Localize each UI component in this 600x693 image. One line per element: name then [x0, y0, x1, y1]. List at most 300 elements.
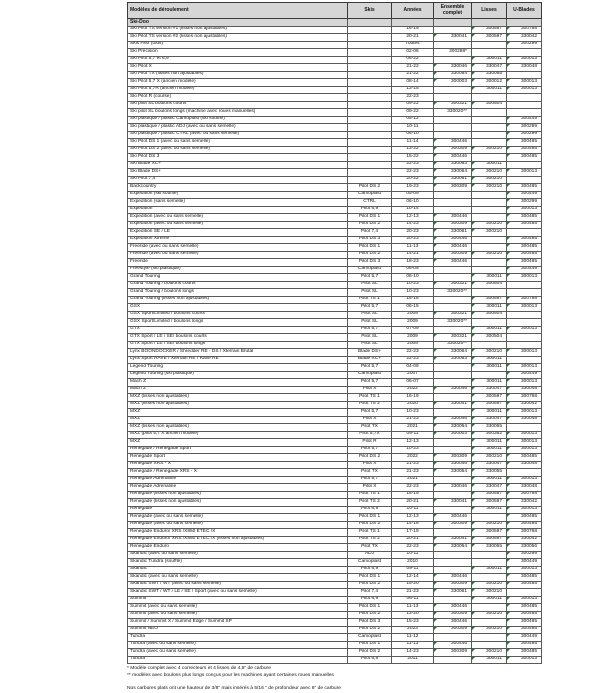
ublades-cell — [507, 559, 542, 567]
table-row — [128, 154, 542, 162]
table-row — [128, 461, 542, 469]
cell-text: Pilot DS 3 — [358, 236, 381, 242]
cell-text: Pilot X — [362, 416, 377, 422]
lisses-cell — [472, 109, 507, 117]
ski-cell — [348, 649, 392, 657]
cell-text: 330046 — [450, 483, 467, 489]
cell-text: 300449 — [520, 558, 537, 564]
corner-flag-icon — [472, 612, 475, 615]
cell-text: CTRL — [363, 198, 376, 204]
cell-text: Freeride (avec ou sans semelle) — [130, 251, 199, 257]
cell-text: 330041 — [450, 498, 467, 504]
cell-text: Skandic SWT / WT / LE / SE / Sport (avec ou sans semelle) — [130, 588, 257, 594]
cell-text: Expedition (sans semelle) — [130, 198, 185, 204]
cell-text: 12-13 — [406, 513, 419, 519]
corner-flag-icon — [507, 394, 510, 397]
ensemble-cell — [434, 574, 472, 582]
cell-text: 330046 — [450, 461, 467, 467]
ensemble-cell — [434, 259, 472, 267]
cell-text: 330063 — [450, 356, 467, 362]
table-row — [128, 454, 542, 462]
cell-text: 300003 — [450, 431, 467, 437]
lisses-cell — [472, 341, 507, 349]
cell-text: Ski plastique / plastic ADJ (avec ou sans semelle) — [130, 123, 236, 129]
ublades-cell — [507, 236, 542, 244]
cell-text: 14-21 — [406, 251, 419, 257]
cell-text: 300446 — [450, 258, 467, 264]
lisses-cell — [472, 619, 507, 627]
ublades-cell — [507, 454, 542, 462]
cell-text: 2021 — [407, 476, 418, 482]
cell-text: Renegade (avec ou sans semelle) — [130, 513, 203, 519]
corner-flag-icon — [507, 192, 510, 195]
table-row — [128, 274, 542, 282]
cell-text: 300485 — [520, 236, 537, 242]
years-cell — [392, 641, 434, 649]
cell-text: 300013 — [520, 86, 537, 92]
cell-text: 300011 — [486, 356, 502, 362]
cell-text: 300446 — [450, 618, 467, 624]
ublades-cell — [507, 251, 542, 259]
corner-flag-icon — [472, 169, 475, 172]
ski-cell — [348, 439, 392, 447]
years-cell — [392, 71, 434, 79]
years-cell — [392, 499, 434, 507]
ski-cell — [348, 371, 392, 379]
years-cell — [392, 139, 434, 147]
cell-text: 12-14 — [406, 573, 419, 579]
cell-text: 300485 — [520, 618, 537, 624]
ensemble-cell — [434, 94, 472, 102]
cell-text: 300013 — [520, 78, 537, 84]
cell-text: 300768 — [520, 528, 537, 534]
cell-text: Pilot DS 2 — [358, 251, 381, 257]
model-cell — [128, 274, 348, 282]
cell-text: 300013 — [520, 206, 537, 212]
years-cell — [392, 214, 434, 222]
lisses-cell — [472, 281, 507, 289]
cell-text: GSX Sport/Limited / boulons courts — [130, 311, 205, 317]
cell-text: Ski Pilot 5,7 X (ancien modèle) — [130, 78, 196, 84]
ublades-cell — [507, 416, 542, 424]
table-row — [128, 319, 542, 327]
cell-text: 300013 — [520, 506, 537, 512]
cell-text: 300485 — [520, 153, 537, 159]
cell-text: 18-23 — [406, 258, 419, 264]
ublades-cell — [507, 431, 542, 439]
years-cell — [392, 371, 434, 379]
corner-flag-icon — [472, 544, 475, 547]
cell-text: 300013 — [520, 348, 537, 354]
model-cell — [128, 401, 348, 409]
ublades-cell — [507, 71, 542, 79]
cell-text: 300382 — [485, 431, 502, 437]
years-cell — [392, 116, 434, 124]
cell-text: 11-13 — [406, 641, 419, 647]
cell-text: 15-22 — [406, 153, 419, 159]
cell-text: 09-22 — [406, 101, 419, 107]
model-cell — [128, 154, 348, 162]
ublades-cell — [507, 266, 542, 274]
cell-text: 20-22 — [406, 176, 419, 182]
cell-text: 330054 — [450, 71, 467, 77]
years-cell — [392, 581, 434, 589]
lisses-cell — [472, 634, 507, 642]
ski-cell — [348, 356, 392, 364]
ensemble-cell — [434, 49, 472, 57]
ensemble-cell — [434, 221, 472, 229]
cell-text: 300013 — [520, 273, 537, 279]
corner-flag-icon — [507, 514, 510, 517]
model-cell — [128, 626, 348, 634]
ublades-cell — [507, 529, 542, 537]
table-row — [128, 409, 542, 417]
cell-text: 300012 — [485, 78, 502, 84]
cell-text: 330056 — [520, 543, 537, 549]
years-cell — [392, 589, 434, 597]
ublades-cell — [507, 619, 542, 627]
cell-text: Ski Pilot TX (lisses non ajustables) — [130, 71, 204, 77]
years-cell — [392, 341, 434, 349]
years-cell — [392, 349, 434, 357]
ublades-cell — [507, 476, 542, 484]
years-cell — [392, 619, 434, 627]
corner-flag-icon — [507, 522, 510, 525]
cell-text: 300011 — [486, 303, 502, 309]
ublades-cell — [507, 146, 542, 154]
corner-flag-icon — [507, 64, 510, 67]
cell-text: 300485 — [520, 648, 537, 654]
ski-cell — [348, 101, 392, 109]
model-cell — [128, 71, 348, 79]
cell-text: Freestyle (ski plastique) — [130, 266, 181, 272]
ublades-cell — [507, 244, 542, 252]
lisses-cell — [472, 86, 507, 94]
cell-text: 300485 — [520, 258, 537, 264]
ski-cell — [348, 469, 392, 477]
cell-text: Pilot TX — [361, 423, 378, 429]
cell-text: 300210 — [485, 146, 502, 152]
cell-text: 330047 — [485, 461, 502, 467]
cell-text: Expedition (ski soufflé) — [130, 191, 179, 197]
cell-text: Pilot TS 2 — [359, 536, 380, 542]
ensemble-cell — [434, 581, 472, 589]
ublades-cell — [507, 409, 542, 417]
table-row — [128, 521, 542, 529]
table-row — [128, 394, 542, 402]
cell-text: 06-22 — [406, 56, 419, 62]
lisses-cell — [472, 296, 507, 304]
lisses-cell — [472, 604, 507, 612]
ensemble-cell — [434, 109, 472, 117]
ublades-cell — [507, 649, 542, 657]
ski-cell — [348, 124, 392, 132]
cell-text: 330047 — [485, 483, 502, 489]
cell-text: Ski Pilot TS version #1 (lisses non ajustables) — [130, 26, 227, 32]
corner-flag-icon — [434, 462, 437, 465]
table-row — [128, 611, 542, 619]
cell-text: Grand Touring (lisses non ajustables) — [130, 296, 210, 302]
ublades-cell — [507, 341, 542, 349]
cell-text: 300446 — [450, 213, 467, 219]
ensemble-cell — [434, 641, 472, 649]
lisses-cell — [472, 259, 507, 267]
cell-text: 05-09 — [406, 191, 419, 197]
table-row — [128, 379, 542, 387]
corner-flag-icon — [472, 492, 475, 495]
ublades-cell — [507, 154, 542, 162]
ensemble-cell — [434, 341, 472, 349]
cell-text: 330064 — [450, 168, 467, 174]
table-row — [128, 86, 542, 94]
ensemble-cell — [434, 626, 472, 634]
footnote-carbures: Nos carbures plats ont une hauteur de 3/8" mais insérés à 5/16 " de profondeur avec 6" de carbure — [127, 686, 342, 692]
table-row — [128, 386, 542, 394]
corner-flag-icon — [472, 72, 475, 75]
cell-text: 300210 — [485, 183, 502, 189]
cell-text: 300210 — [485, 453, 502, 459]
model-cell — [128, 431, 348, 439]
corner-flag-icon — [507, 552, 510, 555]
corner-flag-icon — [472, 87, 475, 90]
cell-text: 300597 — [485, 296, 502, 302]
cell-text: Grand Touring / boulons longs — [130, 288, 194, 294]
years-cell — [392, 394, 434, 402]
cell-text: 300485 — [520, 453, 537, 459]
ublades-cell — [507, 604, 542, 612]
cell-text: 16-19 — [406, 26, 419, 32]
corner-flag-icon — [472, 334, 475, 337]
ublades-cell — [507, 401, 542, 409]
corner-flag-icon — [472, 229, 475, 232]
lisses-cell — [472, 641, 507, 649]
corner-flag-icon — [434, 79, 437, 82]
model-cell — [128, 364, 348, 372]
ski-cell — [348, 169, 392, 177]
ski-cell — [348, 461, 392, 469]
cell-text: 19-23 — [406, 183, 419, 189]
table-row — [128, 506, 542, 514]
ski-cell — [348, 506, 392, 514]
model-cell — [128, 289, 348, 297]
table-row — [128, 191, 542, 199]
ublades-cell — [507, 169, 542, 177]
cell-text: 300485 — [520, 513, 537, 519]
cell-text: Ski plastique / plastic Camoplast (ski soufflé) — [130, 116, 225, 122]
cell-text: Pilot DS 2 — [358, 183, 381, 189]
years-cell — [392, 544, 434, 552]
cell-text: Pilot 5,7 — [360, 446, 379, 452]
table-row — [128, 469, 542, 477]
cell-text: MXZ — [130, 438, 141, 444]
cell-text: 300210 — [485, 176, 502, 182]
cell-text: 300299 — [520, 198, 537, 204]
corner-flag-icon — [472, 447, 475, 450]
cell-text: 20-21 — [406, 33, 419, 39]
corner-flag-icon — [472, 529, 475, 532]
corner-flag-icon — [507, 537, 510, 540]
cell-text: 300321 — [450, 101, 467, 107]
table-row — [128, 259, 542, 267]
years-cell — [392, 244, 434, 252]
cell-text: 22-23 — [406, 168, 419, 174]
cell-text: 13-20 — [406, 611, 419, 617]
years-cell — [392, 506, 434, 514]
corner-flag-icon — [507, 117, 510, 120]
ski-cell — [348, 26, 392, 34]
cell-text: Pilot R — [362, 438, 377, 444]
cell-text: 330042 — [520, 401, 537, 407]
cell-text: 330041 — [450, 33, 467, 39]
cell-text: 330020** — [447, 288, 467, 294]
cell-text: 330020** — [447, 341, 467, 347]
model-cell — [128, 604, 348, 612]
cell-text: 300449 — [520, 191, 537, 197]
lisses-cell — [472, 146, 507, 154]
table-row — [128, 236, 542, 244]
years-cell — [392, 476, 434, 484]
ski-cell — [348, 64, 392, 72]
ensemble-cell — [434, 394, 472, 402]
corner-flag-icon — [472, 649, 475, 652]
cell-text: 330054 — [450, 543, 467, 549]
model-cell — [128, 109, 348, 117]
cell-text: Tundra — [130, 633, 146, 639]
ensemble-cell — [434, 86, 472, 94]
ensemble-cell — [434, 619, 472, 627]
corner-flag-icon — [434, 469, 437, 472]
model-cell — [128, 371, 348, 379]
model-cell — [128, 169, 348, 177]
cell-text: Tundra — [130, 656, 146, 662]
cell-text: 300446 — [450, 573, 467, 579]
cell-text: 300013 — [520, 566, 537, 572]
ensemble-cell — [434, 236, 472, 244]
corner-flag-icon — [507, 87, 510, 90]
corner-flag-icon — [507, 252, 510, 255]
footnote-boulons-longs: ** modèles avec boulons plus longs conçus pour les machines ayant certaines roues manuelles — [127, 672, 334, 678]
ski-cell — [348, 304, 392, 312]
cell-text: 300597 — [485, 491, 502, 497]
corner-flag-icon — [507, 154, 510, 157]
cell-text: 300011 — [486, 506, 502, 512]
years-cell — [392, 49, 434, 57]
cell-text: 300485 — [520, 641, 537, 647]
corner-flag-icon — [434, 102, 437, 105]
cell-text: 300299 — [520, 551, 537, 557]
model-cell — [128, 469, 348, 477]
corner-flag-icon — [434, 417, 437, 420]
ensemble-cell — [434, 439, 472, 447]
cell-text: Pilot 5,7 — [360, 476, 379, 482]
model-cell — [128, 424, 348, 432]
lisses-cell — [472, 326, 507, 334]
corner-flag-icon — [472, 537, 475, 540]
table-row — [128, 431, 542, 439]
ensemble-cell — [434, 251, 472, 259]
lisses-cell — [472, 64, 507, 72]
cell-text: 300768 — [520, 491, 537, 497]
cell-text: Pilot TS 1 — [359, 491, 380, 497]
ensemble-cell — [434, 26, 472, 34]
model-cell — [128, 544, 348, 552]
cell-text: 21-23 — [406, 588, 419, 594]
cell-text: Pilot SL — [361, 288, 378, 294]
cell-text: 300446 — [450, 243, 467, 249]
ski-cell — [348, 49, 392, 57]
corner-flag-icon — [434, 154, 437, 157]
model-cell — [128, 326, 348, 334]
corner-flag-icon — [507, 132, 510, 135]
ski-cell — [348, 446, 392, 454]
years-cell — [392, 109, 434, 117]
corner-flag-icon — [507, 402, 510, 405]
cell-text: 300597 — [485, 33, 502, 39]
cell-text: 300013 — [520, 56, 537, 62]
corner-flag-icon — [434, 349, 437, 352]
table-row — [128, 476, 542, 484]
model-cell — [128, 619, 348, 627]
cell-text: MXZ — [130, 408, 141, 414]
ensemble-cell — [434, 56, 472, 64]
model-cell — [128, 41, 348, 49]
ensemble-cell — [434, 514, 472, 522]
cell-text: 330048 — [520, 461, 537, 467]
cell-text: 330055 — [485, 543, 502, 549]
years-cell — [392, 409, 434, 417]
cell-text: Pilot 5,7 — [360, 363, 379, 369]
cell-text: 300321 — [450, 281, 467, 287]
corner-flag-icon — [434, 402, 437, 405]
corner-flag-icon — [434, 612, 437, 615]
cell-text: Ski Pilot 5,7 et 6,9 — [130, 56, 169, 62]
ensemble-cell — [434, 529, 472, 537]
ensemble-cell — [434, 634, 472, 642]
years-cell — [392, 461, 434, 469]
table-row — [128, 296, 542, 304]
corner-flag-icon — [507, 634, 510, 637]
table-row — [128, 251, 542, 259]
ski-cell — [348, 529, 392, 537]
cell-text: 300210 — [485, 626, 502, 632]
cell-text: Skandic (avec ou sans semelle) — [130, 573, 198, 579]
cell-text: Pilot DS 1 — [358, 641, 381, 647]
years-cell — [392, 521, 434, 529]
cell-text: 300768 — [520, 26, 537, 32]
corner-flag-icon — [434, 544, 437, 547]
years-cell — [392, 101, 434, 109]
cell-text: GTX Sport / LE / SE/ boulons longs — [130, 341, 206, 347]
corner-flag-icon — [507, 507, 510, 510]
years-cell — [392, 169, 434, 177]
corner-flag-icon — [507, 267, 510, 270]
corner-flag-icon — [507, 27, 510, 30]
lisses-cell — [472, 41, 507, 49]
corner-flag-icon — [507, 454, 510, 457]
cell-text: Pilot DS 2 — [358, 626, 381, 632]
cell-text: 300768 — [520, 296, 537, 302]
cell-text: Renegade / Renegade XRS - X — [130, 468, 197, 474]
cell-text: 300446 — [450, 513, 467, 519]
years-cell — [392, 146, 434, 154]
cell-text: 300013 — [520, 326, 537, 332]
cell-text: 300485 — [520, 213, 537, 219]
cell-text: 300597 — [485, 393, 502, 399]
ensemble-cell — [434, 101, 472, 109]
cell-text: Pilot X — [362, 386, 377, 392]
cell-text: Pilot 7,4 — [360, 588, 379, 594]
cell-text: 11-12 — [406, 633, 419, 639]
